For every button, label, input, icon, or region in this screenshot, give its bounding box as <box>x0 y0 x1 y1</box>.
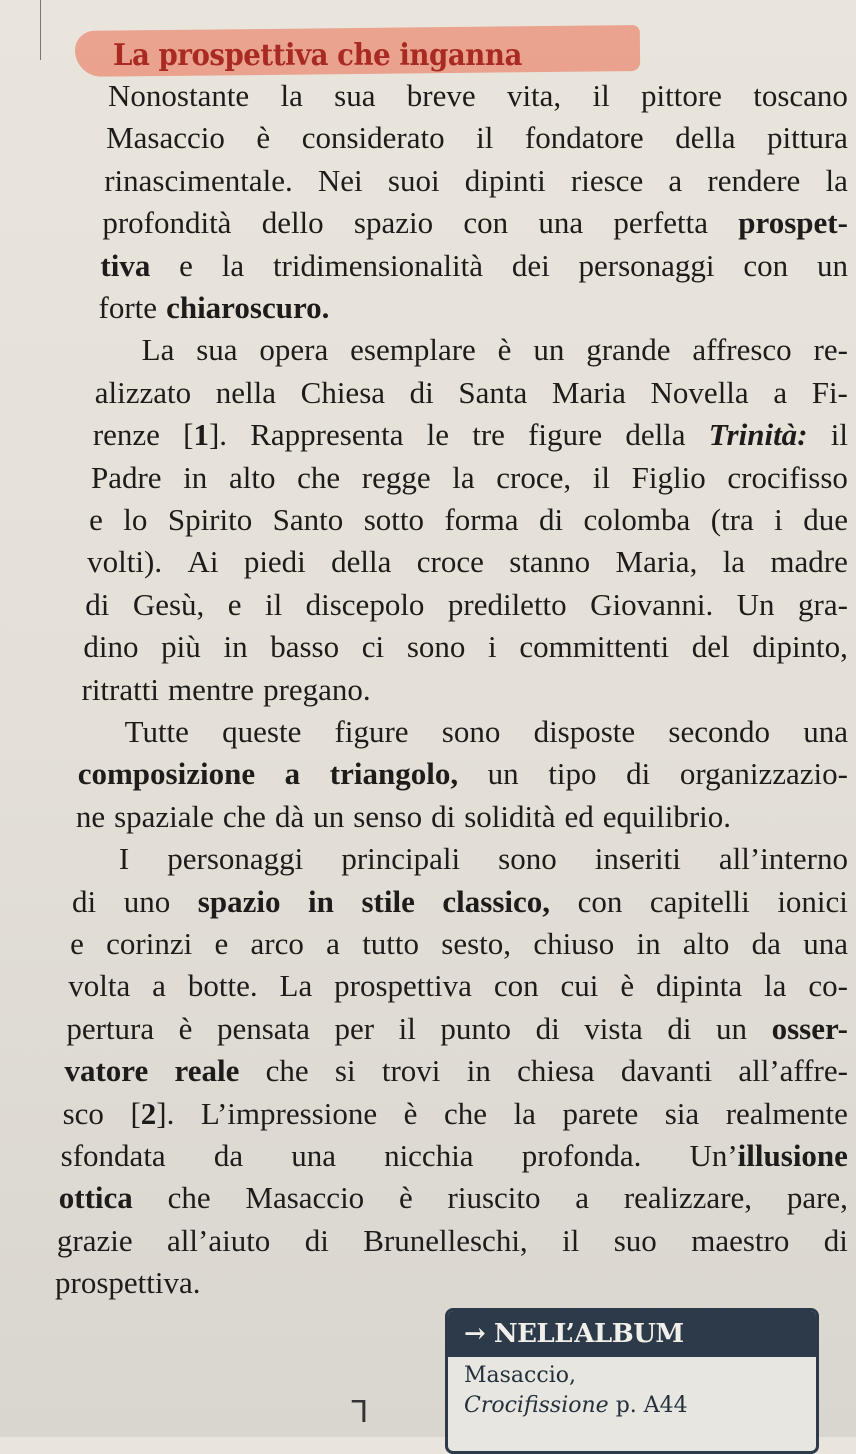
word: Figlio <box>631 459 706 495</box>
text-line <box>100 246 848 286</box>
word: il <box>592 459 610 495</box>
word: mentre <box>167 671 255 707</box>
word: il <box>562 1222 580 1258</box>
word: dei <box>511 247 550 283</box>
word: una <box>803 714 848 749</box>
word: secondo <box>668 714 770 749</box>
word: renze <box>92 417 160 453</box>
word: Tutte <box>124 714 189 749</box>
text-line <box>119 839 848 879</box>
word: esemplare <box>350 332 476 368</box>
text-line <box>83 627 848 667</box>
text-line <box>106 118 848 158</box>
word: lo <box>123 502 148 537</box>
word: croce, <box>496 459 572 495</box>
word: un <box>313 798 345 834</box>
word: si <box>334 1053 356 1089</box>
word: maestro <box>691 1222 790 1258</box>
word: reale <box>174 1053 240 1089</box>
word: Ai <box>187 544 219 580</box>
word: tre <box>472 417 505 453</box>
word: a <box>773 374 788 410</box>
word: profonda. <box>521 1138 642 1173</box>
word: Masaccio <box>106 120 225 156</box>
word: La <box>141 332 175 368</box>
word: la <box>825 162 848 198</box>
word: affresco <box>692 332 792 368</box>
word: breve <box>406 78 476 113</box>
word: , <box>450 756 459 792</box>
word: vista <box>584 1010 643 1046</box>
word: suo <box>613 1222 657 1258</box>
text-line <box>63 1094 848 1134</box>
word: figure <box>528 417 603 453</box>
word: realizzare, <box>623 1180 753 1216</box>
text-line <box>59 1178 848 1218</box>
word: ]. <box>208 417 228 453</box>
word: arco <box>250 926 304 961</box>
word: rinascimentale. <box>104 162 293 198</box>
word: sia <box>664 1095 700 1131</box>
word: la <box>280 78 303 113</box>
word: Brunelleschi, <box>363 1222 528 1258</box>
word: suoi <box>387 162 440 198</box>
word: perfetta <box>613 205 709 241</box>
word: a <box>284 756 301 792</box>
word: chiuso <box>533 926 615 961</box>
text-line <box>95 373 848 413</box>
word: e <box>227 586 242 622</box>
word: un <box>816 247 848 283</box>
word: che <box>297 459 341 495</box>
word: di <box>85 586 110 622</box>
word: uno <box>123 883 171 919</box>
word: opera <box>259 332 329 368</box>
word: Spirito <box>167 502 253 537</box>
word: la <box>452 459 475 495</box>
word: colomba <box>583 502 691 537</box>
word: da <box>213 1138 244 1173</box>
word: considerato <box>301 120 445 156</box>
word: a <box>326 926 340 961</box>
text-line <box>57 1221 848 1261</box>
word: pittore <box>641 78 722 113</box>
word: punto <box>440 1010 512 1046</box>
text-line <box>70 924 848 964</box>
word: che <box>167 1180 211 1216</box>
word: all’affre- <box>738 1053 848 1089</box>
word: ed <box>564 798 594 834</box>
text-line <box>104 161 848 201</box>
text-line <box>102 203 848 243</box>
word: trovi <box>381 1053 441 1089</box>
word: dà <box>274 798 305 834</box>
word: fondatore <box>524 120 644 156</box>
text-line <box>68 966 848 1006</box>
text-line <box>89 500 848 540</box>
word: regge <box>361 459 431 495</box>
word: è <box>403 1095 418 1131</box>
word: triangolo, <box>329 756 459 792</box>
word: [2]. <box>130 1095 175 1131</box>
word: ]. <box>156 1095 175 1131</box>
word: L’impressione <box>200 1095 378 1131</box>
word: all’aiuto <box>167 1222 271 1258</box>
word: inseriti <box>594 841 681 877</box>
word: per <box>334 1010 375 1046</box>
word: chiesa <box>517 1053 595 1089</box>
word: Chiesa <box>300 374 386 410</box>
word: equilibrio. <box>602 798 732 834</box>
word: e <box>179 247 193 283</box>
word: due <box>803 502 848 537</box>
word: una <box>538 205 584 241</box>
text-line <box>99 288 330 328</box>
word: re- <box>813 332 848 368</box>
section-title: La prospettiva che inganna <box>113 38 522 73</box>
word: crocifisso <box>727 459 848 495</box>
word: principali <box>341 841 461 877</box>
word: personaggi <box>167 841 304 877</box>
word: ionici <box>777 883 848 919</box>
word: i <box>774 502 783 537</box>
word: il <box>264 586 283 622</box>
word: di <box>538 502 564 537</box>
text-line <box>125 712 848 752</box>
word: illusione <box>737 1138 848 1173</box>
text-line <box>55 1263 201 1303</box>
word: [1]. <box>183 417 228 453</box>
word: in <box>466 1053 491 1089</box>
word: in <box>183 459 208 495</box>
word: realmente <box>725 1095 848 1131</box>
word: Un <box>736 586 775 622</box>
word: Gesù, <box>132 586 205 622</box>
word: (tra <box>710 502 754 537</box>
word: con <box>577 883 623 919</box>
word: Trinità: <box>708 417 808 453</box>
word: è <box>178 1010 193 1046</box>
text-line <box>142 330 848 370</box>
word: ottica <box>58 1180 133 1216</box>
word: Santo <box>272 502 344 537</box>
word: toscano <box>753 78 848 113</box>
text-line <box>87 542 848 582</box>
word: sco <box>62 1095 104 1131</box>
word: da <box>751 926 781 961</box>
word: in <box>223 629 248 665</box>
word: di <box>626 756 651 792</box>
word: a <box>575 1180 590 1216</box>
word: stanno <box>509 544 591 580</box>
word: una <box>291 1138 336 1173</box>
handwritten-mark: ᒣ <box>350 1396 369 1429</box>
word: vatore <box>64 1053 149 1089</box>
word: grazie <box>56 1222 133 1258</box>
word: della <box>625 417 686 453</box>
word: parete <box>562 1095 639 1131</box>
word: discepolo <box>305 586 425 622</box>
word: ci <box>361 629 385 665</box>
word: sesto, <box>441 926 512 961</box>
word: tutto <box>362 926 420 961</box>
word: botte. <box>187 968 258 1004</box>
word: il <box>398 1010 416 1046</box>
word: di <box>667 1010 692 1046</box>
word: che <box>443 1095 488 1131</box>
word: prospettiva <box>334 968 472 1004</box>
word: volta <box>68 968 131 1004</box>
word: in <box>308 883 334 919</box>
word: volti). <box>87 544 163 580</box>
word: pertura <box>66 1010 155 1046</box>
word: rendere <box>707 162 801 198</box>
text-line <box>64 1051 848 1091</box>
text-line <box>72 882 848 922</box>
word: la <box>764 968 787 1004</box>
word: croce <box>416 544 484 580</box>
word: con <box>493 968 539 1004</box>
text-line <box>76 797 731 837</box>
word: committenti <box>519 629 670 665</box>
word: pare, <box>786 1180 848 1216</box>
word: di <box>823 1222 848 1258</box>
word: Giovanni. <box>590 586 714 622</box>
word: tipo <box>548 756 597 792</box>
word: e <box>70 926 84 961</box>
word: classico, <box>442 883 551 919</box>
word: grande <box>586 332 671 368</box>
word: queste <box>222 714 302 749</box>
word: dipinta <box>656 968 743 1004</box>
word: con <box>463 205 509 241</box>
word: dipinti <box>464 162 546 198</box>
word: le <box>426 417 450 453</box>
word: ritratti <box>81 671 159 707</box>
word: spaziale <box>114 798 214 834</box>
text-line <box>108 76 848 116</box>
word: è <box>497 332 512 368</box>
text-line <box>61 1136 848 1176</box>
word: Novella <box>650 374 749 410</box>
word: profondità <box>102 205 232 241</box>
word: gra- <box>798 586 848 622</box>
word: sua <box>196 332 238 368</box>
text-line <box>91 458 848 498</box>
word: spazio <box>353 205 434 241</box>
text-line <box>78 754 848 794</box>
word: sono <box>441 714 501 749</box>
word: a <box>152 968 166 1004</box>
word: nella <box>215 374 277 410</box>
word: di <box>409 374 434 410</box>
word: sono <box>498 841 557 877</box>
word: piedi <box>243 544 306 580</box>
word: stile <box>361 883 415 919</box>
word: alizzato <box>94 374 192 410</box>
word: osser- <box>771 1010 848 1046</box>
word: di <box>304 1222 329 1258</box>
word: della <box>675 120 736 156</box>
word: la <box>221 247 245 283</box>
album-page: p. A44 <box>615 1393 688 1418</box>
word: è <box>398 1180 413 1216</box>
word: una <box>803 926 848 961</box>
word: sfondata <box>60 1138 166 1173</box>
word: : <box>797 417 808 453</box>
word: pensata <box>216 1010 310 1046</box>
word: un <box>487 756 519 792</box>
word: Nonostante <box>108 78 250 113</box>
word: di <box>535 1010 560 1046</box>
word: davanti <box>620 1053 713 1089</box>
word: alto <box>682 926 730 961</box>
album-work: Crocifissione <box>464 1393 609 1418</box>
word: più <box>161 629 201 665</box>
word: disposte <box>533 714 636 749</box>
text-line <box>85 585 848 625</box>
word: è <box>620 968 635 1004</box>
word: la <box>513 1095 536 1131</box>
word: prospettiva. <box>55 1265 201 1301</box>
word: Fi- <box>811 374 848 410</box>
word: alto <box>228 459 276 495</box>
word: dipinto, <box>752 629 848 665</box>
page-margin-rule <box>40 0 41 60</box>
word: e <box>214 926 229 961</box>
word: Un’illusione <box>689 1138 848 1173</box>
word: pittura <box>766 120 848 156</box>
word: prediletto <box>447 586 567 622</box>
word: , <box>542 883 551 919</box>
word: di <box>72 883 97 919</box>
word: i <box>488 629 497 665</box>
word: è <box>256 120 271 156</box>
word: sua <box>334 78 376 113</box>
word: della <box>331 544 392 580</box>
word: sono <box>406 629 466 665</box>
word: co- <box>808 968 848 1004</box>
word: capitelli <box>649 883 750 919</box>
word: con <box>743 247 789 283</box>
word: Maria, <box>615 544 698 580</box>
word: tiva <box>100 247 151 283</box>
word: forma <box>444 502 519 537</box>
word: sotto <box>363 502 425 537</box>
word: tridimensionalità <box>272 247 484 283</box>
word: che <box>265 1053 309 1089</box>
word: all’interno <box>718 841 848 877</box>
word: pregano. <box>263 671 371 707</box>
word: Nei <box>317 162 363 198</box>
word: il <box>476 120 494 156</box>
word: un <box>716 1010 748 1046</box>
word: Rappresenta <box>250 417 404 453</box>
word: di <box>431 798 456 834</box>
word: figure <box>334 714 409 749</box>
word: Masaccio <box>245 1180 365 1216</box>
word: ne <box>75 798 106 834</box>
word: che <box>222 798 266 834</box>
word: a <box>668 162 683 198</box>
word: La <box>279 968 313 1004</box>
word: la <box>722 544 746 580</box>
word: personaggi <box>578 247 715 283</box>
word: composizione <box>77 756 256 792</box>
word: Maria <box>551 374 626 410</box>
text-line <box>93 415 848 455</box>
word: un <box>533 332 565 368</box>
word: in <box>636 926 661 961</box>
word: vita, <box>506 78 562 113</box>
word: cui <box>560 968 599 1004</box>
word: nicchia <box>384 1138 474 1173</box>
word: 1 <box>193 417 209 453</box>
word: I <box>118 841 130 877</box>
album-header: → NELL’ALBUM <box>448 1311 816 1357</box>
text-line <box>66 1009 848 1049</box>
word: madre <box>770 544 848 580</box>
album-reference-box <box>445 1308 819 1454</box>
word: Santa <box>458 374 528 410</box>
text-line <box>82 670 371 710</box>
word: dello <box>261 205 324 241</box>
word: e <box>89 502 103 537</box>
word: riesce <box>570 162 644 198</box>
word: corinzi <box>106 926 193 961</box>
word: basso <box>270 629 340 665</box>
word: solidità <box>464 798 556 834</box>
word: chiaroscuro. <box>166 290 330 325</box>
album-author: Masaccio, <box>464 1363 576 1388</box>
word: organizzazio- <box>679 756 848 792</box>
word: riuscito <box>447 1180 541 1216</box>
word: . <box>321 290 330 325</box>
word: prospet- <box>738 205 848 241</box>
word: del <box>691 629 730 665</box>
word: senso <box>353 798 423 834</box>
word: spazio <box>197 883 281 919</box>
word: forte <box>98 290 158 325</box>
word: 2 <box>140 1095 157 1131</box>
word: Padre <box>90 459 162 495</box>
word: il <box>592 78 610 113</box>
word: il <box>830 417 848 453</box>
word: dino <box>83 629 139 665</box>
